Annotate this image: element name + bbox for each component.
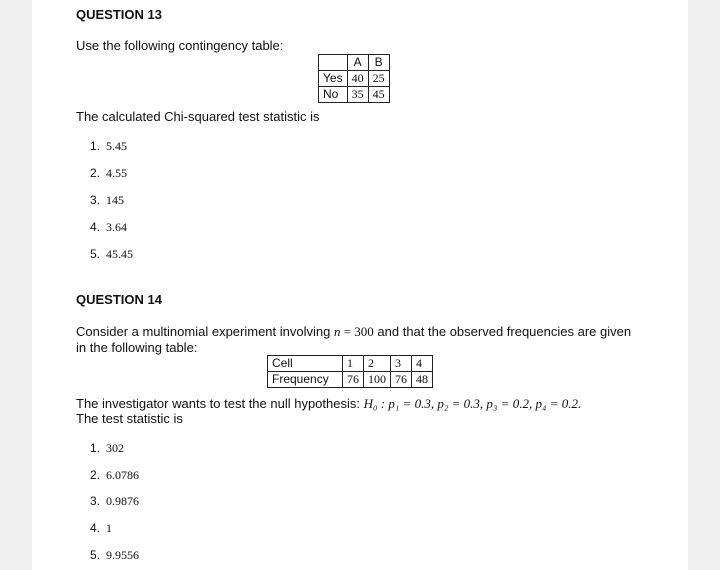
option-number: 4. <box>90 220 101 234</box>
option-number: 2. <box>90 166 101 180</box>
answer-option[interactable] <box>90 193 124 208</box>
question-13-heading: QUESTION 13 <box>76 7 162 22</box>
option-number: 3. <box>90 494 101 508</box>
answer-option[interactable] <box>90 220 127 235</box>
answer-option[interactable] <box>90 247 133 262</box>
table-cell: 25 <box>368 71 389 87</box>
table-cell: 100 <box>364 372 391 388</box>
question-14-heading: QUESTION 14 <box>76 292 162 307</box>
question-14-prompt: The test statistic is <box>76 411 183 426</box>
table-cell: 48 <box>412 372 433 388</box>
table-cell: 3 <box>391 356 412 372</box>
row-label: Yes <box>319 71 348 87</box>
answer-option[interactable] <box>90 139 127 154</box>
option-number: 5. <box>90 247 101 261</box>
option-number: 4. <box>90 521 101 535</box>
table-cell: 2 <box>364 356 391 372</box>
intro-text: Consider a multinomial experiment involving <box>76 324 334 339</box>
row-label: Cell <box>268 356 343 372</box>
table-header: A <box>347 55 368 71</box>
hypothesis-line <box>76 396 581 412</box>
frequency-table <box>267 355 433 388</box>
answer-option[interactable] <box>90 548 139 563</box>
option-value: 302 <box>106 441 125 455</box>
option-value: 5.45 <box>106 139 128 153</box>
question-14-intro <box>76 324 631 340</box>
option-value: 145 <box>106 193 125 207</box>
option-number: 1. <box>90 441 101 455</box>
intro-text: and that the observed frequencies are given <box>373 324 632 339</box>
hypothesis-math: H₀ : p₁ = 0.3, p₂ = 0.3, p₃ = 0.2, p₄ = 0.2. <box>363 396 582 411</box>
math-n: n <box>333 324 341 339</box>
row-label: Frequency <box>268 372 343 388</box>
table-cell <box>319 55 348 71</box>
table-header: B <box>368 55 389 71</box>
hypothesis-text: The investigator wants to test the null hypothesis: <box>76 396 364 411</box>
row-label: No <box>319 87 348 103</box>
table-cell: 45 <box>368 87 389 103</box>
table-cell: 76 <box>343 372 364 388</box>
option-number: 5. <box>90 548 101 562</box>
question-14-intro-line2: in the following table: <box>76 340 198 355</box>
table-cell: 76 <box>391 372 412 388</box>
contingency-table <box>318 54 390 103</box>
question-13-prompt: The calculated Chi-squared test statistic is <box>76 109 320 124</box>
option-value: 3.64 <box>106 220 128 234</box>
table-cell: 40 <box>347 71 368 87</box>
math-eq: = 300 <box>340 324 374 339</box>
option-value: 9.9556 <box>106 548 140 562</box>
table-cell: 4 <box>412 356 433 372</box>
option-value: 0.9876 <box>106 494 140 508</box>
option-value: 4.55 <box>106 166 128 180</box>
answer-option[interactable] <box>90 468 139 483</box>
table-cell: 1 <box>343 356 364 372</box>
answer-option[interactable] <box>90 166 127 181</box>
option-value: 6.0786 <box>106 468 140 482</box>
answer-option[interactable] <box>90 521 112 536</box>
answer-option[interactable] <box>90 494 139 509</box>
option-value: 45.45 <box>106 247 134 261</box>
table-cell: 35 <box>347 87 368 103</box>
option-value: 1 <box>106 521 113 535</box>
answer-option[interactable] <box>90 441 124 456</box>
option-number: 2. <box>90 468 101 482</box>
option-number: 3. <box>90 193 101 207</box>
option-number: 1. <box>90 139 101 153</box>
question-13-intro: Use the following contingency table: <box>76 38 284 53</box>
